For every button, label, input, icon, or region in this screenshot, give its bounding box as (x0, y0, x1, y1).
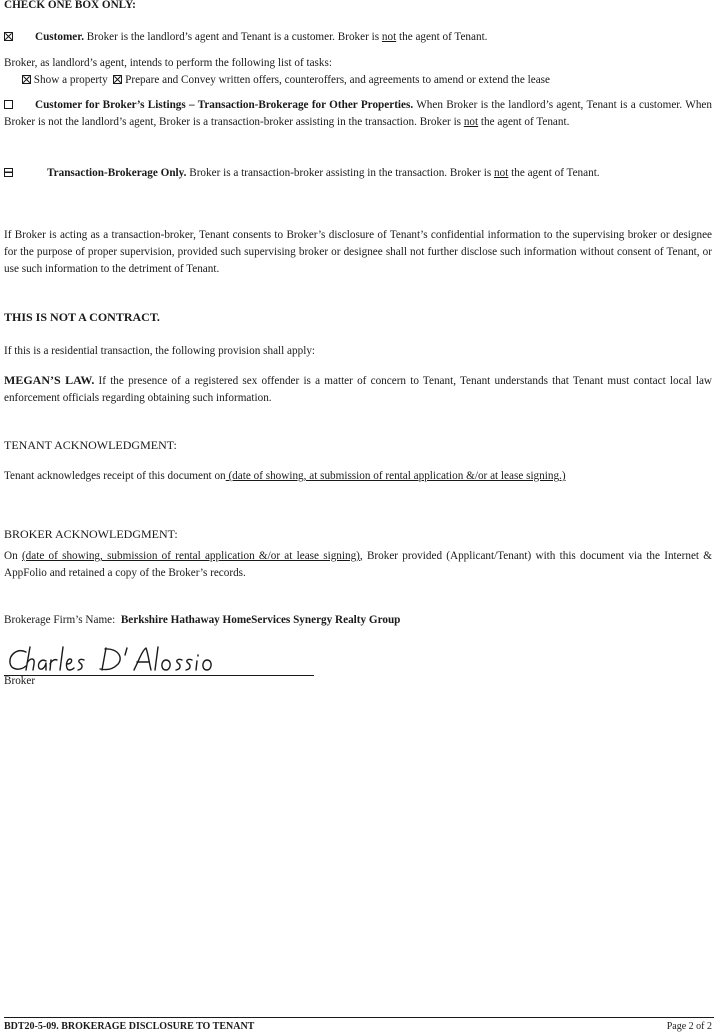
checkbox-customer[interactable] (4, 32, 13, 41)
option-customer-text: Broker is the landlord’s agent and Tenant is a customer. Broker is (84, 31, 382, 43)
option-customer-not: not (381, 31, 397, 43)
task-show-property: Show a property (33, 74, 108, 86)
not-contract-heading: THIS IS NOT A CONTRACT. (4, 310, 160, 324)
option-transaction-brokerage-not: not (494, 167, 509, 179)
broker-ack-statement: , Broker provided (Applicant/Tenant) with this document via the Internet & AppFolio and retained a copy of the Broker’s records. (4, 550, 712, 579)
tenant-ack-text (4, 468, 712, 485)
option-transaction-brokerage-title: Transaction-Brokerage Only. (47, 167, 187, 179)
broker-ack-date: (date of showing, submission of rental application &/or at lease signing) (21, 550, 360, 562)
option-customer (4, 29, 712, 46)
signature-image (6, 643, 246, 677)
check-heading: CHECK ONE BOX ONLY: (4, 0, 136, 11)
consent-paragraph: If Broker is acting as a transaction-broker, Tenant consents to Broker’s disclosure of Tenant’s confidential information to the supervising broker or designee for the purpose of proper supervision, provided such supervising broker or designee shall not further disclose such information without consent of Tenant, or use such information to the detriment of Tenant. (4, 229, 712, 275)
signature-caption: Broker (4, 675, 36, 687)
option-customer-listings-not: not (463, 115, 479, 128)
option-customer-listings-text-end: the agent of Tenant. (478, 115, 570, 128)
checkbox-transaction-brokerage[interactable] (4, 168, 13, 177)
residential-provision: If this is a residential transaction, the following provision shall apply: (4, 345, 316, 357)
footer-form-id: BDT20-5-09. BROKERAGE DISCLOSURE TO TENANT (4, 1021, 255, 1032)
megans-law-text: If the presence of a registered sex offender is a matter of concern to Tenant, Tenant understands that Tenant must contact local law enforcement officials regarding obtaining such information. (4, 375, 712, 404)
checkbox-prepare-offers[interactable] (113, 75, 122, 84)
option-customer-text-end: the agent of Tenant. (396, 31, 488, 43)
broker-ack-on: On (4, 550, 22, 562)
tenant-ack-statement: Tenant acknowledges receipt of this document on (4, 470, 226, 482)
option-transaction-brokerage-text: Broker is a transaction-broker assisting in the transaction. Broker is (186, 167, 495, 179)
megans-law-title: MEGAN’S LAW. (4, 373, 95, 387)
checkbox-show-property[interactable] (22, 75, 31, 84)
brokerage-firm (4, 612, 712, 629)
broker-signature (4, 643, 314, 676)
option-transaction-brokerage-text-end: the agent of Tenant. (508, 167, 600, 179)
footer-divider (4, 1017, 714, 1018)
tasks-intro: Broker, as landlord’s agent, intends to perform the following list of tasks: (4, 57, 332, 69)
option-customer-listings-text: When Broker is the landlord’s agent, Tenant is a customer. When Broker is not the landlord’s agent, Broker is a transaction-broker assisting in the transaction. Broker is (4, 99, 712, 128)
tasks-list (22, 72, 712, 89)
checkbox-customer-listings[interactable] (4, 100, 13, 109)
tenant-ack-heading: TENANT ACKNOWLEDGMENT: (4, 438, 177, 452)
broker-ack-text (4, 548, 712, 582)
task-prepare-offers: Prepare and Convey written offers, counteroffers, and agreements to amend or extend the lease (125, 74, 551, 86)
option-transaction-brokerage (4, 165, 712, 182)
option-customer-title: Customer. (35, 31, 84, 43)
broker-ack-heading: BROKER ACKNOWLEDGMENT: (4, 527, 178, 541)
brokerage-firm-label: Brokerage Firm’s Name: (4, 614, 116, 626)
brokerage-firm-name: Berkshire Hathaway HomeServices Synergy Realty Group (120, 614, 401, 626)
tenant-ack-date: (date of showing, at submission of rental application &/or at lease signing.) (225, 470, 566, 482)
option-customer-listings-title: Customer for Broker’s Listings – Transaction-Brokerage for Other Properties. (35, 99, 414, 111)
option-customer-listings (4, 97, 712, 131)
megans-law-paragraph (4, 371, 712, 407)
footer-page-number: Page 2 of 2 (666, 1021, 712, 1032)
